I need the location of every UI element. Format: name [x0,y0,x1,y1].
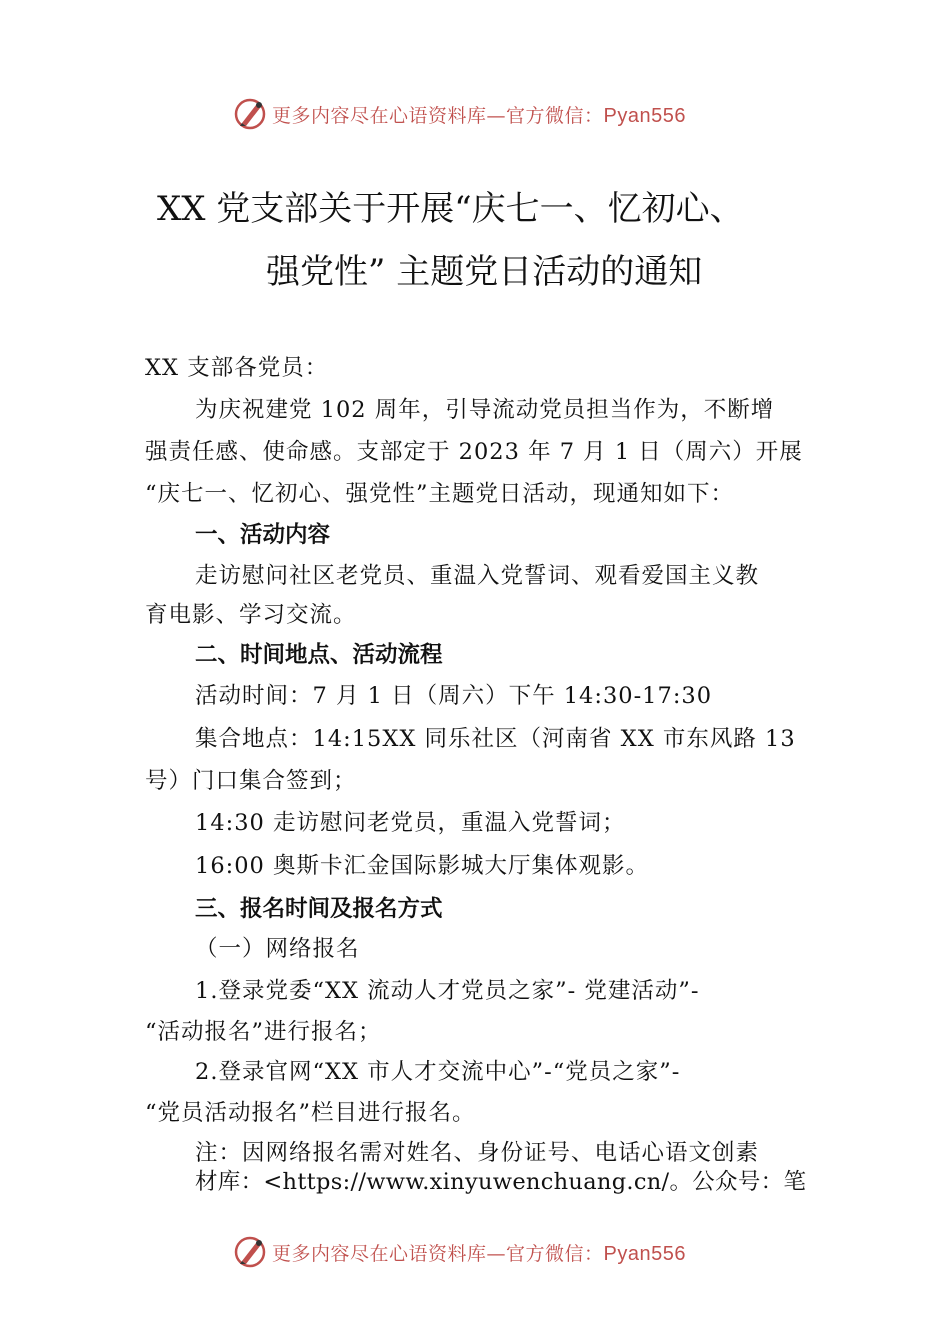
pen-logo-icon [232,96,268,132]
paragraph-line: 2.登录官网“XX 市人才交流中心”-“党员之家”- [195,1059,681,1085]
watermark-text: 更多内容尽在心语资料库—官方微信：Pyan556 [272,104,686,127]
section-heading-2: 二、时间地点、活动流程 [195,642,443,668]
document-title-line-2: 强党性” 主题党日活动的通知 [266,252,703,292]
paragraph-line: 1.登录党委“XX 流动人才党员之家”- 党建活动”- [195,978,700,1004]
schedule-item: 14:30 走访慰问老党员，重温入党誓词； [195,810,626,836]
paragraph-line: 号）门口集合签到； [145,768,357,794]
footer-watermark [232,1234,686,1270]
note-line: 材库：<https://www.xinyuwenchuang.cn/。公众号：笔 [195,1169,807,1195]
section-heading-3: 三、报名时间及报名方式 [195,896,443,922]
note-line: 注：因网络报名需对姓名、身份证号、电话心语文创素 [195,1140,760,1166]
paragraph-line: 育电影、学习交流。 [145,602,357,628]
pen-logo-icon [232,1234,268,1270]
paragraph-line: “活动报名”进行报名； [145,1019,382,1045]
salutation: XX 支部各党员： [145,355,329,381]
watermark-text: 更多内容尽在心语资料库—官方微信：Pyan556 [272,1242,686,1265]
sub-heading: （一）网络报名 [195,936,360,962]
paragraph-line: “党员活动报名”栏目进行报名。 [145,1100,476,1126]
header-watermark [232,96,686,132]
schedule-item: 16:00 奥斯卡汇金国际影城大厅集体观影。 [195,853,649,879]
watermark-id: Pyan556 [603,104,686,127]
activity-time: 活动时间：7 月 1 日（周六）下午 14:30-17:30 [195,683,713,709]
paragraph-line: 走访慰问社区老党员、重温入党誓词、观看爱国主义教 [195,563,760,589]
paragraph-line: “庆七一、忆初心、强党性”主题党日活动，现通知如下： [145,481,735,507]
paragraph-line: 集合地点：14:15XX 同乐社区（河南省 XX 市东风路 13 [195,726,796,752]
document-title-line-1: XX 党支部关于开展“庆七一、忆初心、 [157,189,744,229]
section-heading-1: 一、活动内容 [195,522,331,548]
paragraph-line: 为庆祝建党 102 周年，引导流动党员担当作为，不断增 [195,397,775,423]
paragraph-line: 强责任感、使命感。支部定于 2023 年 7 月 1 日（周六）开展 [145,439,803,465]
watermark-id: Pyan556 [603,1242,686,1265]
